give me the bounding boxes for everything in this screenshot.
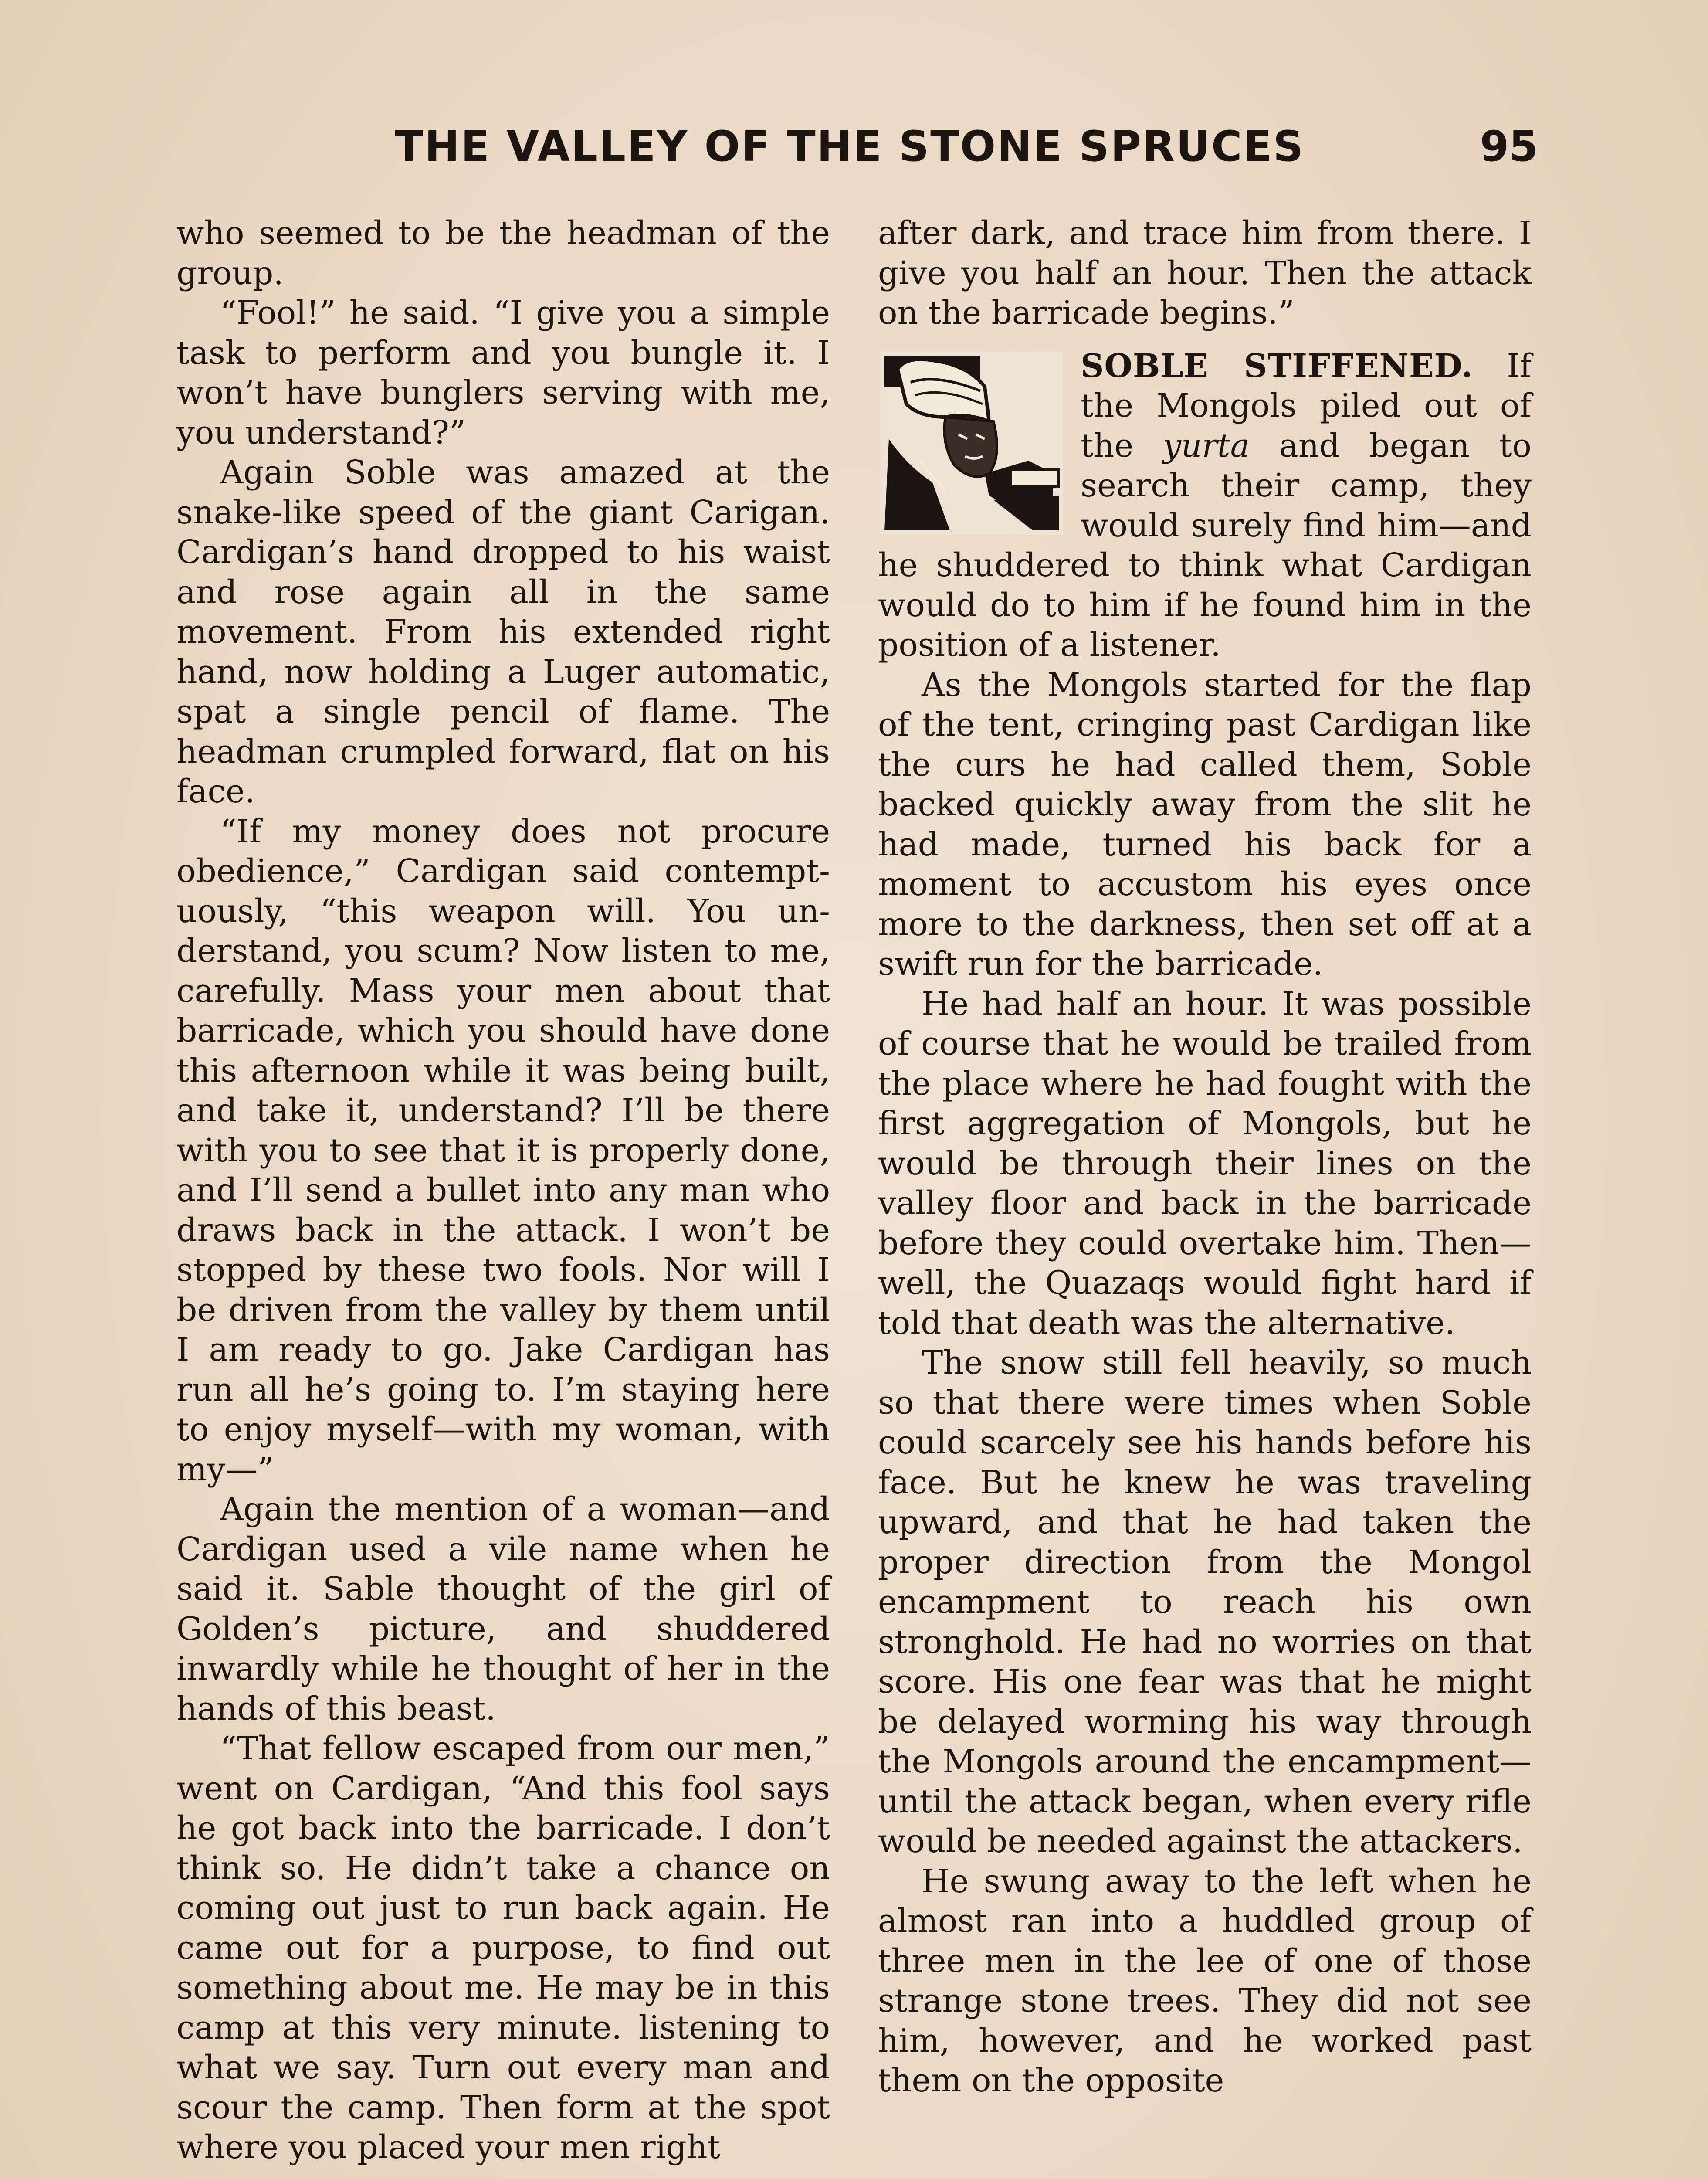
page-number: 95 bbox=[1480, 122, 1538, 171]
page-header bbox=[174, 122, 1538, 187]
paragraph: after dark, and trace him from there. I give you half an hour. Then the attack on the barricade begins.” bbox=[878, 214, 1532, 332]
paragraph: “If my money does not procure obedience,” Cardigan said contemptuously, “this weapon will. You understand, you scum? Now listen to me, carefully. Mass your men about that barricade, which you should have done this afternoon while it was being built, and take it, understand? I’ll be there with you to see that it is properly done, and I’ll send a bullet into any man who draws back in the attack. I won’t be stopped by these two fools. Nor will I be driven from the valley by them until I am ready to go. Jake Cardigan has run all he’s going to. I’m staying here to enjoy myself—with my woman, with my—” bbox=[176, 812, 830, 1488]
left-column bbox=[176, 214, 830, 2179]
paragraph: Again Soble was amazed at the snake-like speed of the giant Carigan. Cardigan’s hand dropped to his waist and rose again all in the same movement. From his extended right hand, now holding a Luger automatic, spat a single pencil of flame. The headman crumpled forward, flat on his face. bbox=[176, 454, 830, 810]
paragraph: “Fool!” he said. “I give you a simple task to perform and you bungle it. I won’t have bunglers serving with me, you understand?” bbox=[176, 294, 830, 451]
paragraph: Again the mention of a woman—and Cardigan used a vile name when he said it. Sable thought of the girl of Golden’s picture, and shuddered inwardly while he thought of her in the hands of this beast. bbox=[176, 1490, 830, 1728]
paragraph: He had half an hour. It was possible of course that he would be trailed from the place where he had fought with the first aggregation of Mongols, but he would be through their lines on the valley floor and back in the barricade before they could overtake him. Then—well, the Quazaqs would fight hard if told that death was the alternative. bbox=[878, 985, 1532, 1342]
paragraph: The snow still fell heavily, so much so that there were times when Soble could scarcely see his hands before his face. But he knew he was traveling upward, and that he had taken the proper direction from the Mongol encampment to reach his own stronghold. He had no worries on that score. His one fear was that he might be delayed worming his way through the Mongols around the encampment—until the attack began, when every rifle would be needed against the attackers. bbox=[878, 1344, 1532, 1860]
paragraph: He swung away to the left when he almost ran into a huddled group of three men in the lee of one of those strange stone trees. They did not see him, however, and he worked past them on the opposite bbox=[878, 1862, 1532, 2099]
text-run: and began to search their camp, they would surely find him—and he shuddered to think what Cardigan would do to him if he found him in the position of a listener. bbox=[878, 427, 1532, 664]
paragraph: “That fellow escaped from our men,” went on Cardigan, “And this fool says he got back into the barricade. I don’t think so. He didn’t take a chance on coming out just to run back again. He came out for a purpose, to find out something about me. He may be in this camp at this very minute. listening to what we say. Turn out every man and scour the camp. Then form at the spot where you placed your men right bbox=[176, 1730, 830, 2166]
figure-with-pistol-illustration bbox=[880, 352, 1063, 535]
section-lead: SOBLE STIFFENED. bbox=[1081, 347, 1473, 385]
text-run: If the Mongols piled out of the bbox=[1081, 347, 1532, 465]
right-column bbox=[878, 214, 1532, 2179]
drop-illustration bbox=[880, 352, 1063, 535]
paragraph: who seemed to be the headman of the group. bbox=[176, 214, 830, 292]
running-title: THE VALLEY OF THE STONE SPRUCES bbox=[394, 122, 1305, 171]
paragraph: As the Mongols started for the flap of the tent, cringing past Cardigan like the curs he had called them, Soble backed quickly away from the slit he had made, turned his back for a moment to accustom his eyes once more to the darkness, then set off at a swift run for the barricade. bbox=[878, 666, 1532, 983]
italic-word: yurta bbox=[1163, 427, 1250, 465]
